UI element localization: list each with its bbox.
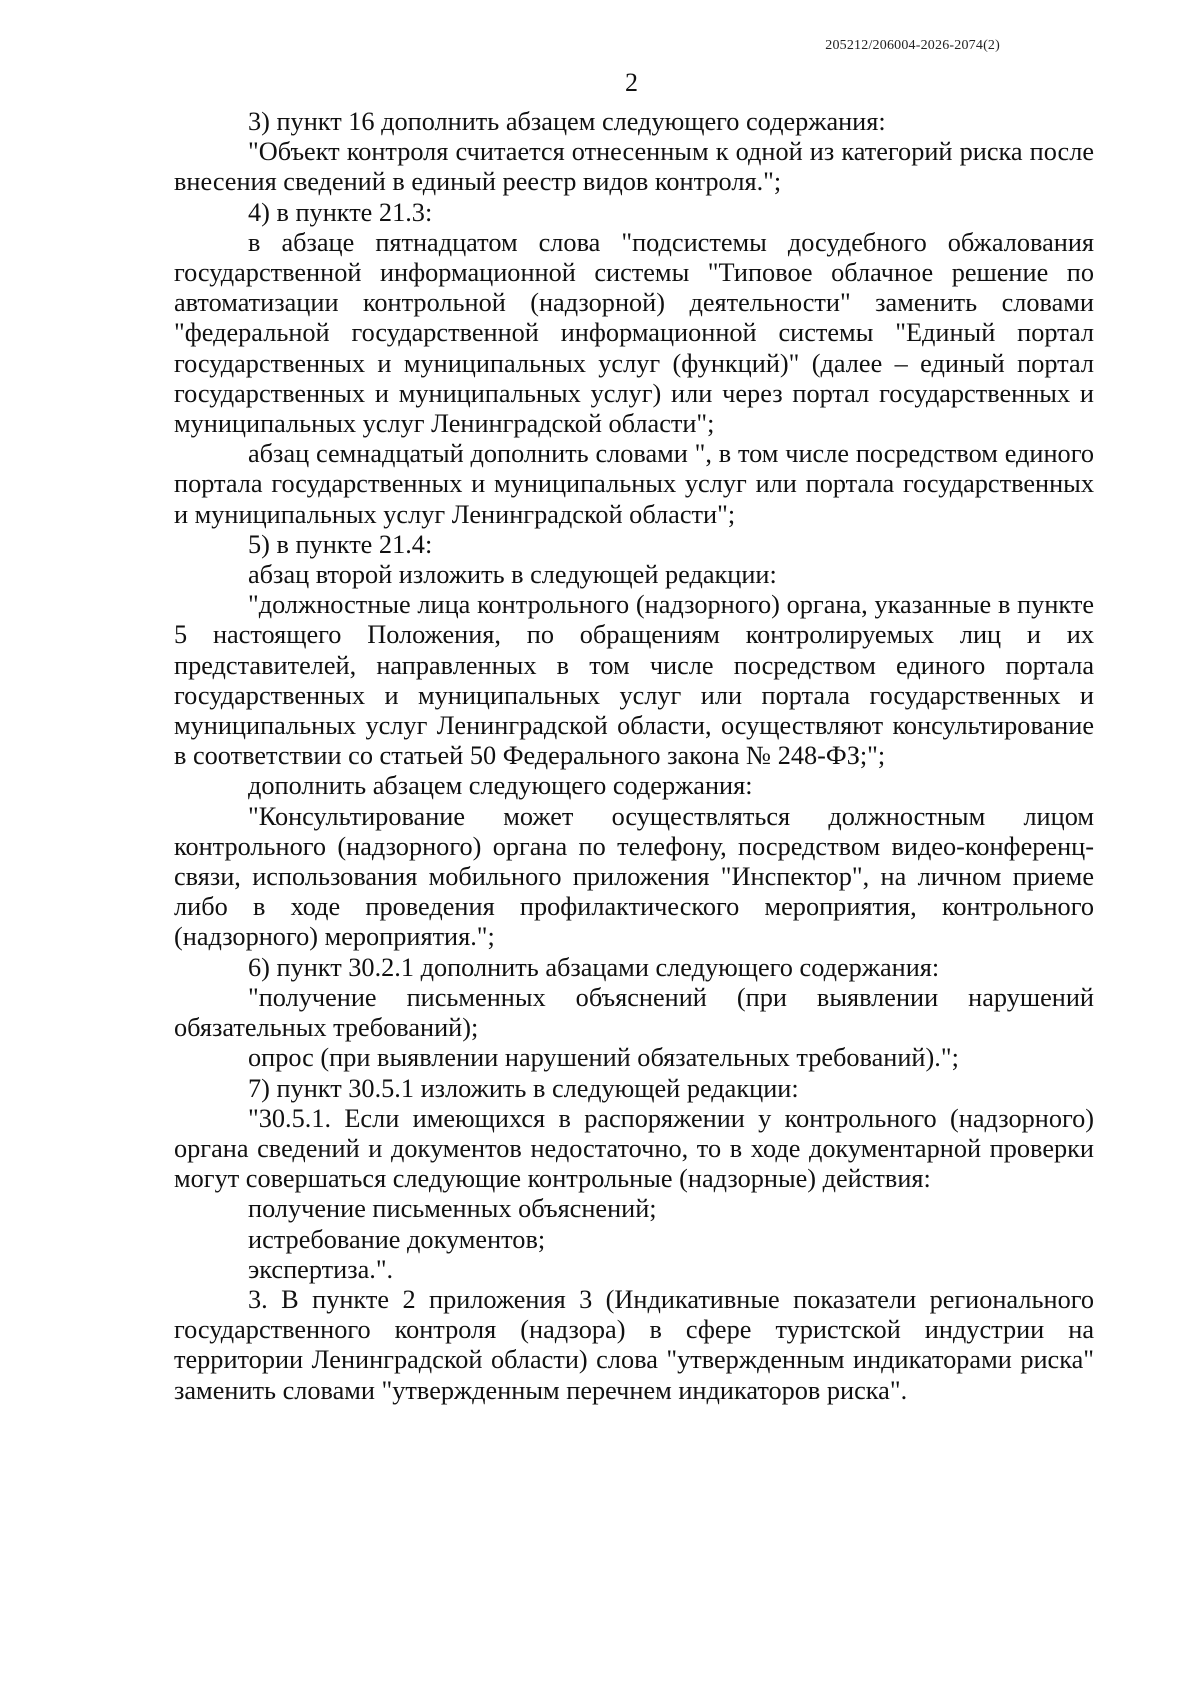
paragraph-list-explanations: получение письменных объяснений; [248,1194,657,1224]
paragraph-item-3-appendix: 3. В пункте 2 приложения 3 (Индикативные показатели регионального государственного контроля (надзора) в сфере туристской индустрии на территории Ленинградской области) слова "утвержденным индикаторами риска" заменить словами "утвержденным перечнем индикаторов риска". [174,1284,1094,1405]
document-registration-number: 205212/206004-2026-2074(2) [825,38,1000,53]
paragraph-item-7: 7) пункт 30.5.1 изложить в следующей редакции: [248,1073,799,1103]
paragraph-abzac-2-intro: абзац второй изложить в следующей редакции: [248,560,777,590]
paragraph-list-expertise: экспертиза.". [248,1254,394,1284]
paragraph-abzac-15: в абзаце пятнадцатом слова "подсистемы досудебного обжалования государственной информационной системы "Типовое облачное решение по автоматизации контрольной (надзорной) деятельности" заменить словами "федеральной государственной информационной системы "Единый портал государственных и муниципальных услуг (функций)" (далее – единый портал государственных и муниципальных услуг) или через портал государственных и муниципальных услуг Ленинградской области"; [174,227,1094,439]
paragraph-item-3: 3) пункт 16 дополнить абзацем следующего содержания: [248,107,886,136]
page-number: 2 [625,68,638,97]
paragraph-item-6: 6) пункт 30.2.1 дополнить абзацами следующего содержания: [248,952,940,982]
paragraph-quote-30-5-1: "30.5.1. Если имеющихся в распоряжении у контрольного (надзорного) органа сведений и документов недостаточно, то в ходе документарной проверки могут совершаться следующие контрольные (надзорные) действия: [174,1103,1094,1194]
paragraph-add-abzac-intro: дополнить абзацем следующего содержания: [248,771,753,801]
paragraph-quote-consulting: "Консультирование может осуществляться должностным лицом контрольного (надзорного) органа по телефону, посредством видео-конференц-связи, использования мобильного приложения "Инспектор", на личном приеме либо в ходе проведения профилактического мероприятия, контрольного (надзорного) мероприятия."; [174,801,1094,952]
paragraph-list-documents: истребование документов; [248,1224,546,1254]
paragraph-quote-written-explanations: "получение письменных объяснений (при выявлении нарушений обязательных требований); [174,982,1094,1043]
paragraph-item-4: 4) в пункте 21.3: [248,197,433,227]
document-body [174,107,1094,1406]
paragraph-quote-officials: "должностные лица контрольного (надзорного) органа, указанные в пункте 5 настоящего Положения, по обращениям контролируемых лиц и их представителей, направленных в том числе посредством единого портала государственных и муниципальных услуг или портала государственных и муниципальных услуг Ленинградской области, осуществляют консультирование в соответствии со статьей 50 Федерального закона № 248-ФЗ;"; [174,590,1094,771]
paragraph-survey: опрос (при выявлении нарушений обязательных требований)."; [248,1043,959,1073]
paragraph-quote-object-control: "Объект контроля считается отнесенным к одной из категорий риска после внесения сведений в единый реестр видов контроля."; [174,137,1094,197]
paragraph-abzac-17: абзац семнадцатый дополнить словами ", в том числе посредством единого портала государственных и муниципальных услуг или портала государственных и муниципальных услуг Ленинградской области"; [174,439,1094,529]
paragraph-item-5: 5) в пункте 21.4: [248,529,433,559]
